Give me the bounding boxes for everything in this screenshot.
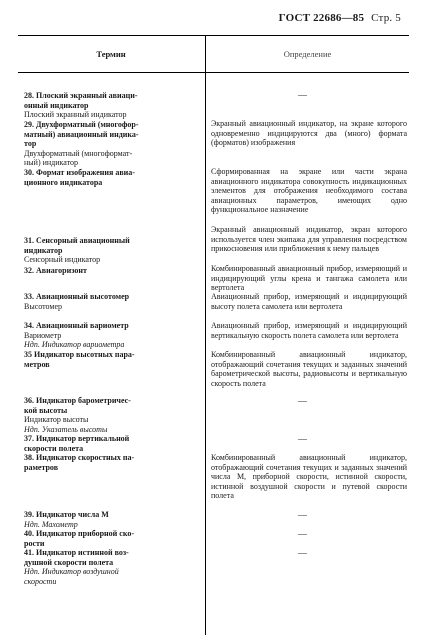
term-line: Двухформатный (многоформат- — [24, 148, 133, 158]
term-line: ционного индикатора — [24, 177, 103, 187]
definition-28: — — [298, 90, 307, 100]
term-line: 33. Авиационный высотомер — [24, 292, 130, 301]
term-line: 28. Плоский экранный авиаци- — [24, 91, 138, 100]
term-line: тор — [24, 139, 37, 149]
definition-29: Экранный авиационный индикатор, на экране которого одновременно индицируются два (много) формата (форматов) изображения — [211, 119, 407, 148]
definition-30: Сформированная на экране или части экрана авиационного индикатора совокупность индикационных элементов для отображения необходимого состава авиационных параметров, имеющих одно функциональное назначение — [211, 167, 407, 215]
definition-40: — — [298, 529, 307, 539]
term-37 — [24, 434, 200, 453]
term-line: раметров — [24, 462, 59, 472]
term-28 — [24, 91, 200, 120]
standard-number: ГОСТ 22686—85 — [278, 12, 365, 24]
definition-33: Авиационный прибор, измеряющий и индицирующий высоту полета самолета или вертолета — [211, 292, 407, 311]
term-line: 41. Индикатор истинной воз- — [24, 548, 129, 557]
term-line: скорости полета — [24, 443, 84, 453]
definition-39: — — [298, 510, 307, 520]
term-line: индикатор — [24, 245, 63, 255]
term-29 — [24, 120, 200, 168]
term-line: 40. Индикатор приборной ско- — [24, 529, 134, 538]
term-line: 34. Авиационный вариометр — [24, 321, 129, 330]
definition-41: — — [298, 548, 307, 558]
term-38 — [24, 453, 200, 472]
definition-31: Экранный авиационный индикатор, экран которого используется член экипажа для управления посредством прикосновения или приближения к нему пальцев — [211, 225, 407, 254]
term-line: 31. Сенсорный авиационный — [24, 236, 130, 245]
term-32 — [24, 266, 200, 276]
term-line: рости — [24, 538, 45, 548]
term-36 — [24, 396, 200, 434]
term-line: 37. Индикатор вертикальной — [24, 434, 130, 443]
term-line: 35 Индикатор высотных пара- — [24, 350, 135, 359]
page-header — [279, 12, 401, 24]
term-line: Плоский экранный индикатор — [24, 110, 127, 120]
term-31 — [24, 236, 200, 265]
term-line: ный) индикатор — [24, 158, 79, 168]
definition-32: Комбинированный авиационный прибор, измеряющий и индицирующий углы крена и тангажа самолета или вертолета — [211, 264, 407, 293]
term-40 — [24, 529, 200, 548]
term-line: Ндп. Указатель высоты — [24, 424, 108, 434]
term-line: скорости — [24, 576, 57, 586]
term-line: метров — [24, 359, 50, 369]
definition-37: — — [298, 434, 307, 444]
term-39 — [24, 510, 200, 529]
term-line: душной скорости полета — [24, 557, 114, 567]
term-line: матный) авиационный индика- — [24, 129, 139, 139]
table-header-rule — [18, 72, 409, 73]
column-divider — [205, 35, 206, 635]
term-33 — [24, 292, 200, 311]
term-35 — [24, 350, 200, 369]
page-number: Стр. 5 — [371, 12, 401, 24]
definition-34: Авиационный прибор, измеряющий и индицирующий вертикальную скорость полета самолета или вертолета — [211, 321, 407, 340]
term-line: 29. Двухформатный (многофор- — [24, 120, 139, 129]
term-30 — [24, 168, 200, 187]
term-line: Ндп. Индикатор вариометра — [24, 340, 125, 350]
term-line: Вариометр — [24, 330, 62, 340]
term-line: Высотомер — [24, 301, 63, 311]
term-34 — [24, 321, 200, 350]
definition-35: Комбинированный авиационный индикатор, отображающий сочетания текущих и заданных значений барометрической высоты, радиовысоты и вертикальную скорость полета — [211, 350, 407, 388]
term-line: 32. Авиагоризонт — [24, 266, 87, 275]
definition-36: — — [298, 396, 307, 406]
term-line: 36. Индикатор барометричес- — [24, 396, 131, 405]
term-line: 38. Индикатор скоростных па- — [24, 453, 135, 462]
term-41 — [24, 548, 200, 586]
term-line: онный индикатор — [24, 100, 89, 110]
column-header-definition: Определение — [283, 49, 332, 59]
column-header-term: Термин — [96, 49, 126, 59]
term-line: кой высоты — [24, 405, 68, 415]
term-line: 30. Формат изображения авиа- — [24, 168, 135, 177]
term-line: 39. Индикатор числа М — [24, 510, 109, 519]
term-line: Ндп. Махометр — [24, 519, 78, 529]
term-line: Индикатор высоты — [24, 415, 89, 425]
term-line: Ндп. Индикатор воздушной — [24, 567, 119, 577]
definition-38: Комбинированный авиационный индикатор, отображающий сочетания текущих и заданных значений числа М, приборной скорости, истинной скорости, истинной воздушной скорости и путевой скорости полета — [211, 453, 407, 501]
term-line: Сенсорный индикатор — [24, 255, 101, 265]
